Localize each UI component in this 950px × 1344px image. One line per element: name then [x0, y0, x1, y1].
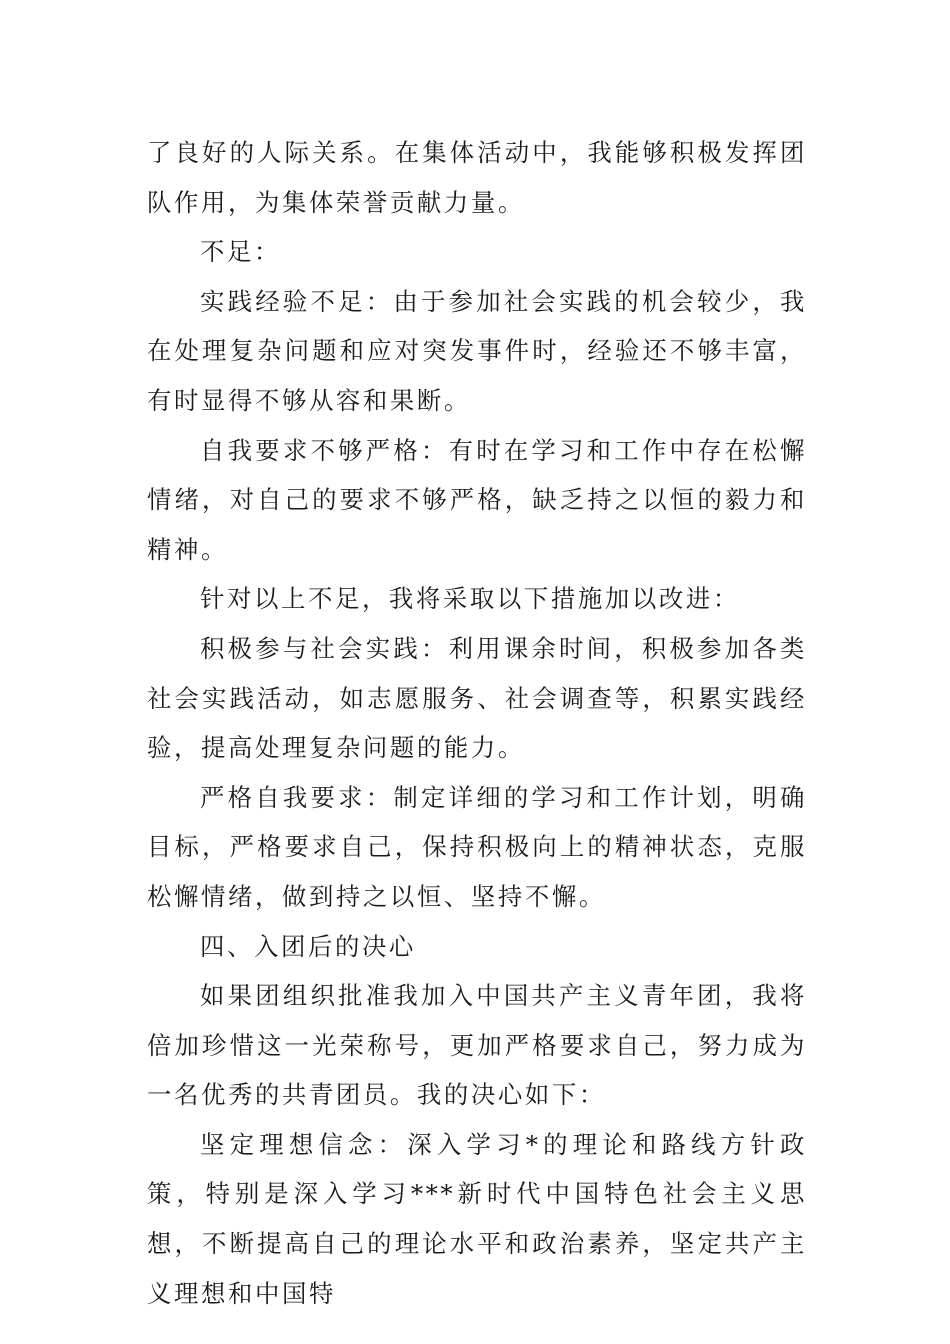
paragraph-10: 坚定理想信念：深入学习*的理论和路线方针政策，特别是深入学习***新时代中国特色社会主义思想，不断提高自己的理论水平和政治素养，坚定共产主义理想和中国特 [147, 1129, 807, 1308]
paragraph-5: 针对以上不足，我将采取以下措施加以改进： [200, 584, 740, 614]
paragraph-4: 自我要求不够严格：有时在学习和工作中存在松懈情绪，对自己的要求不够严格，缺乏持之以恒的毅力和精神。 [147, 435, 807, 564]
section-heading: 四、入团后的决心 [200, 931, 416, 961]
paragraph-7: 严格自我要求：制定详细的学习和工作计划，明确目标，严格要求自己，保持积极向上的精神状态，克服松懈情绪，做到持之以恒、坚持不懈。 [147, 782, 807, 911]
paragraph-1: 了良好的人际关系。在集体活动中，我能够积极发挥团队作用，为集体荣誉贡献力量。 [147, 138, 807, 217]
paragraph-2: 不足： [200, 237, 281, 267]
paragraph-9: 如果团组织批准我加入中国共产主义青年团，我将倍加珍惜这一光荣称号，更加严格要求自己，努力成为一名优秀的共青团员。我的决心如下： [147, 981, 807, 1110]
document-body [147, 128, 807, 1318]
paragraph-6: 积极参与社会实践：利用课余时间，积极参加各类社会实践活动，如志愿服务、社会调查等，积累实践经验，提高处理复杂问题的能力。 [147, 633, 807, 763]
paragraph-3: 实践经验不足：由于参加社会实践的机会较少，我在处理复杂问题和应对突发事件时，经验还不够丰富，有时显得不够从容和果断。 [147, 286, 807, 415]
